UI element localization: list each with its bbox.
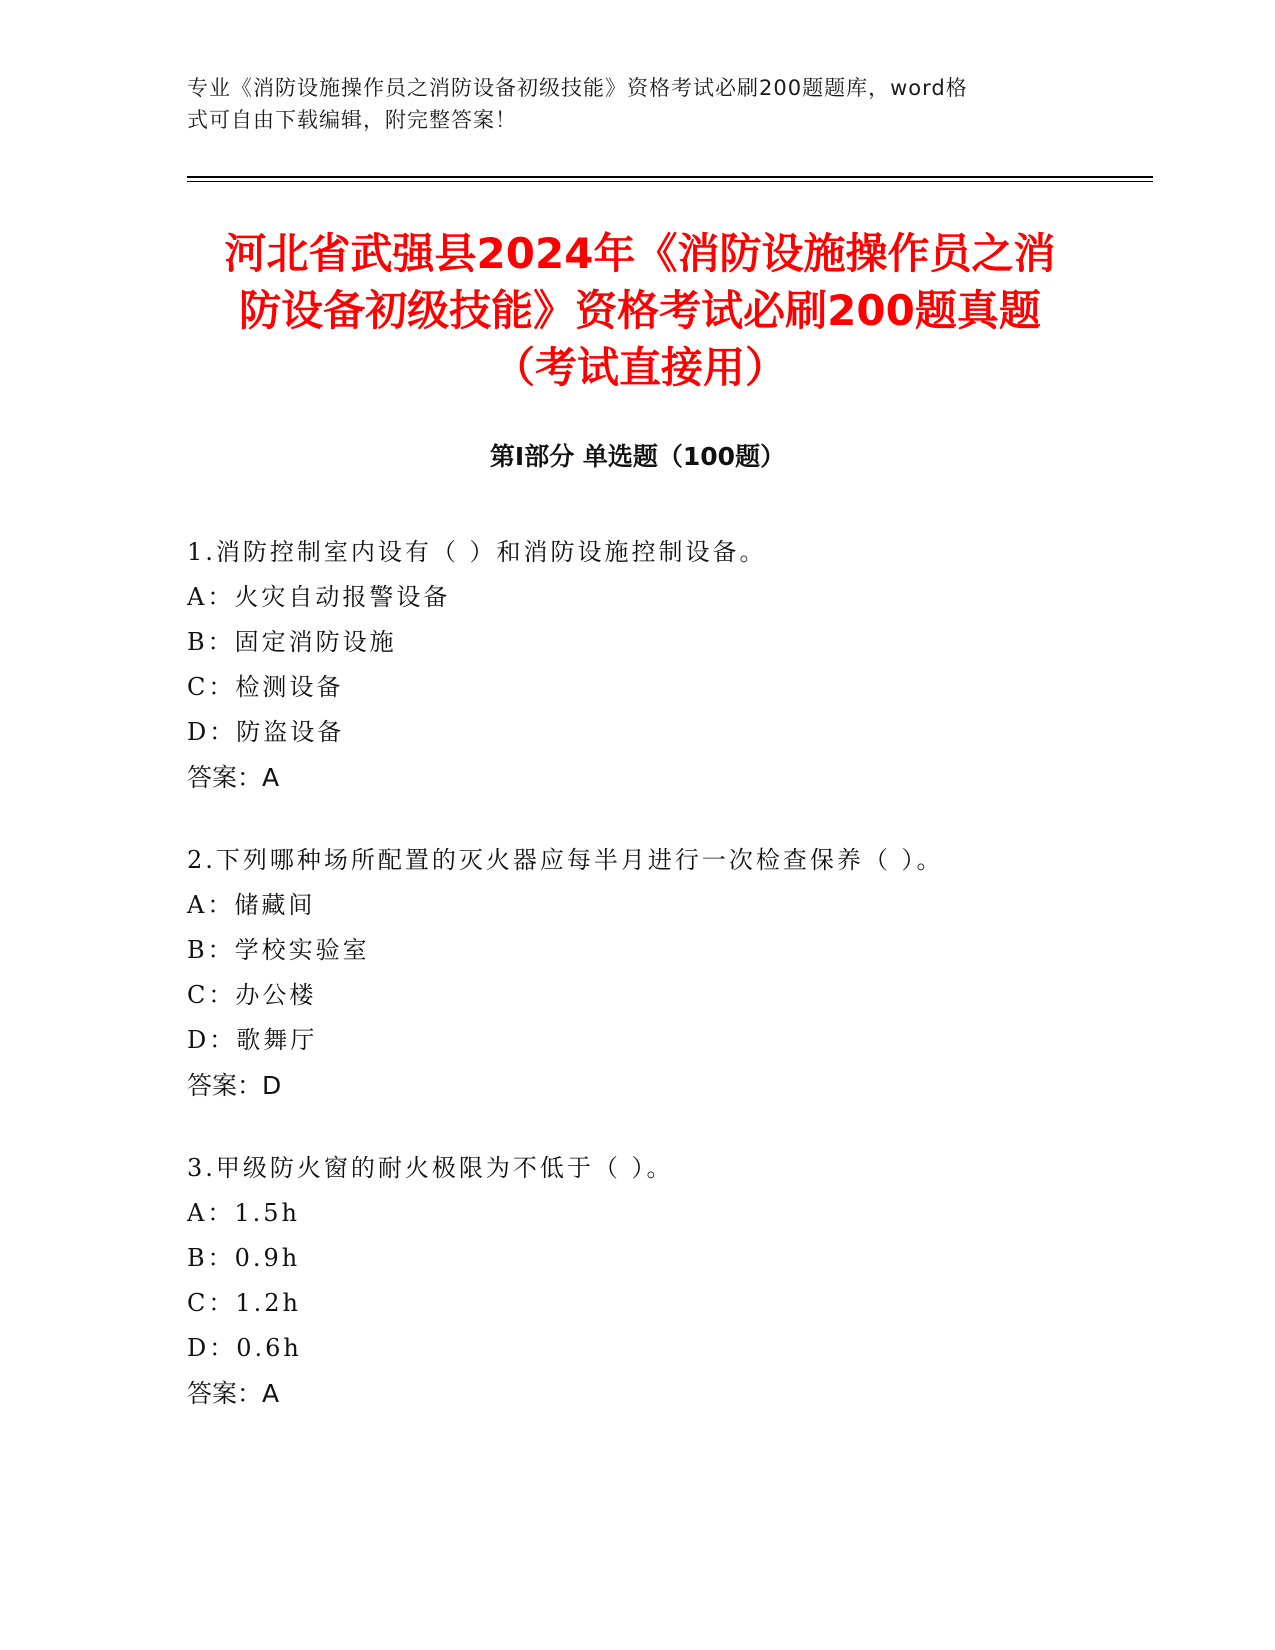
option-c: C：检测设备 (187, 673, 344, 701)
header-divider-thin (187, 181, 1153, 182)
answer-label: 答案：D (187, 1071, 282, 1100)
header-divider-thick (187, 176, 1153, 178)
section-heading: 第I部分 单选题（100题） (489, 442, 786, 471)
answer-label: 答案：A (187, 1379, 280, 1408)
intro-line-2: 式可自由下载编辑，附完整答案！ (187, 108, 517, 132)
answer-label: 答案：A (187, 763, 280, 792)
option-b: B：固定消防设施 (187, 628, 397, 656)
question-stem: 3.甲级防火窗的耐火极限为不低于（ ）。 (187, 1154, 674, 1182)
option-d: D：歌舞厅 (187, 1026, 318, 1054)
question-stem: 2.下列哪种场所配置的灭火器应每半月进行一次检查保养（ ）。 (187, 846, 944, 874)
question-list (187, 530, 1107, 1416)
option-d: D：0.6h (187, 1334, 302, 1362)
question-stem: 1.消防控制室内设有（ ）和消防设施控制设备。 (187, 538, 767, 566)
title-line-3: （考试直接用） (492, 343, 787, 392)
document-intro (187, 72, 1067, 136)
option-a: A：1.5h (187, 1199, 300, 1227)
option-a: A：储藏间 (187, 891, 316, 919)
question-item (187, 838, 1107, 1108)
option-b: B：0.9h (187, 1244, 301, 1272)
option-a: A：火灾自动报警设备 (187, 583, 451, 611)
option-b: B：学校实验室 (187, 936, 370, 964)
intro-line-1: 专业《消防设施操作员之消防设备初级技能》资格考试必刷200题题库，word格 (187, 76, 968, 100)
document-title (170, 225, 1110, 396)
question-item (187, 530, 1107, 800)
option-d: D：防盗设备 (187, 718, 345, 746)
title-line-2: 防设备初级技能》资格考试必刷200题真题 (239, 286, 1041, 335)
option-c: C：办公楼 (187, 981, 317, 1009)
title-line-1: 河北省武强县2024年《消防设施操作员之消 (224, 229, 1056, 278)
option-c: C：1.2h (187, 1289, 301, 1317)
question-item (187, 1146, 1107, 1416)
